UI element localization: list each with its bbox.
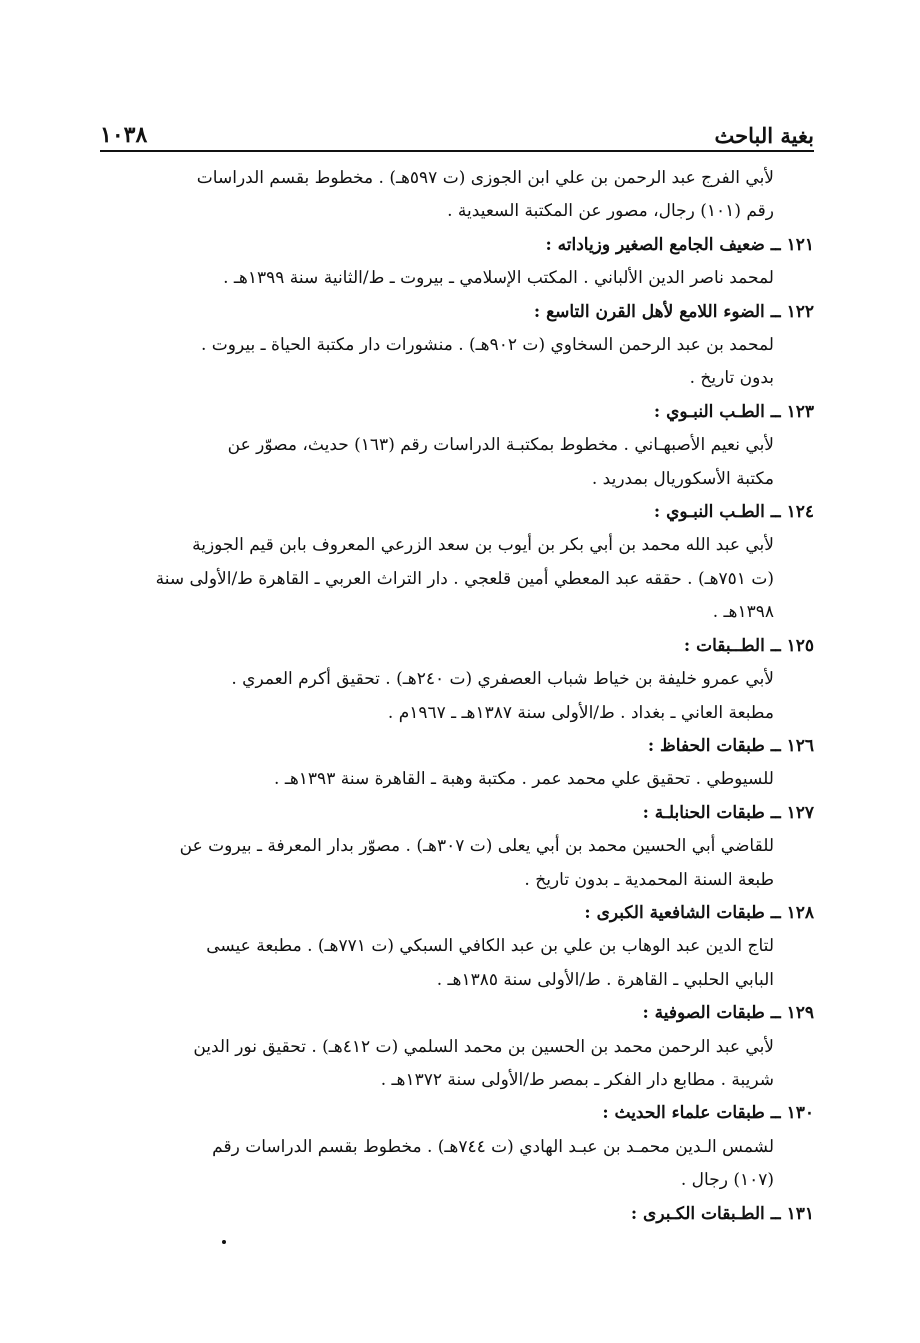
entry-description: [100, 1131, 814, 1198]
text-line: للسيوطي . تحقيق علي محمد عمر . مكتبة وهبة ـ القاهرة سنة ١٣٩٣هـ .: [274, 769, 774, 790]
entry-description: [100, 1031, 814, 1098]
bibliography-entry: [100, 1097, 814, 1197]
text-line: لأبي عبد الله محمد بن أبي بكر بن أيوب بن سعد الزرعي المعروف بابن قيم الجوزية: [192, 535, 774, 556]
text-line: لأبي نعيم الأصبهـاني . مخطوط بمكتبـة الدراسات رقم (١٦٣) حديث، مصوّر عن: [227, 435, 774, 456]
text-line: لأبي الفرج عبد الرحمن بن علي ابن الجوزى (ت ٥٩٧هـ) . مخطوط بقسم الدراسات: [196, 168, 774, 188]
continuation-text: [100, 162, 814, 229]
page-number: ١٠٣٨: [100, 122, 148, 148]
entry-heading: ١٢٢ ــ الضوء اللامع لأهل القرن التاسع :: [533, 301, 814, 322]
entry-description: [100, 663, 814, 730]
text-line: لمحمد ناصر الدين الألباني . المكتب الإسلامي ـ بيروت ـ ط/الثانية سنة ١٣٩٩هـ .: [223, 268, 774, 289]
entry-description: [100, 529, 814, 629]
entry-heading: ١٢٩ ــ طبقات الصوفية :: [642, 1003, 814, 1024]
bibliography-entry: [100, 897, 814, 997]
text-line: لأبي عمرو خليفة بن خياط شباب العصفري (ت ٢٤٠هـ) . تحقيق أكرم العمري .: [231, 669, 774, 690]
entry-description: [100, 429, 814, 496]
text-line: شريبة . مطابع دار الفكر ـ بمصر ط/الأولى سنة ١٣٧٢هـ .: [380, 1069, 774, 1090]
bibliography-entry: [100, 1198, 814, 1231]
text-line: البابي الحلبي ـ القاهرة . ط/الأولى سنة ١٣٨٥هـ .: [436, 969, 774, 990]
entry-heading: ١٣١ ــ الطـبقات الكـبرى :: [630, 1203, 814, 1224]
text-line: رقم (١٠١) رجال، مصور عن المكتبة السعيدية .: [447, 201, 774, 222]
entry-description: [100, 830, 814, 897]
entry-heading: ١٢٣ ــ الطـب النبـوي :: [653, 401, 814, 422]
bibliography-entry: [100, 496, 814, 630]
text-line: طبعة السنة المحمدية ـ بدون تاريخ .: [524, 869, 774, 890]
bibliography-entry: [100, 396, 814, 496]
entry-heading: ١٣٠ ــ طبقات علماء الحديث :: [602, 1103, 814, 1124]
text-line: لشمس الـدين محمـد بن عبـد الهادي (ت ٧٤٤هـ) . مخطوط بقسم الدراسات رقم: [212, 1136, 774, 1157]
entry-description: [100, 329, 814, 396]
entry-heading: ١٢٥ ــ الطــبقات :: [683, 635, 814, 656]
text-line: مكتبة الأسكوريال بمدريد .: [591, 468, 774, 489]
bibliography-entry: [100, 296, 814, 396]
entry-heading: ١٢٤ ــ الطـب النبـوي :: [653, 502, 814, 523]
ink-dot: [222, 1240, 226, 1244]
bibliography-entry: [100, 730, 814, 797]
text-line: (١٠٧) رجال .: [680, 1170, 774, 1191]
text-line: لأبي عبد الرحمن محمد بن الحسين بن محمد السلمي (ت ٤١٢هـ) . تحقيق نور الدين: [193, 1036, 774, 1057]
text-line: لتاج الدين عبد الوهاب بن علي بن عبد الكافي السبكي (ت ٧٧١هـ) . مطبعة عيسى: [206, 936, 774, 957]
text-line: بدون تاريخ .: [689, 368, 774, 389]
bibliography-entry: [100, 630, 814, 730]
text-line: للقاضي أبي الحسين محمد بن أبي يعلى (ت ٣٠٧هـ) . مصوّر بدار المعرفة ـ بيروت عن: [179, 836, 774, 857]
bibliography-entry: [100, 229, 814, 296]
bibliography-entry: [100, 997, 814, 1097]
entry-description: [100, 930, 814, 997]
text-line: ١٣٩٨هـ .: [712, 602, 774, 623]
text-line: (ت ٧٥١هـ) . حققه عبد المعطي أمين قلعجي . دار التراث العربي ـ القاهرة ط/الأولى سنة: [155, 568, 774, 589]
entry-heading: ١٢٨ ــ طبقات الشافعية الكبرى :: [584, 902, 814, 923]
entry-description: [100, 763, 814, 796]
bibliography-entry: [100, 797, 814, 897]
page-header: [100, 104, 814, 148]
header-rule: [100, 150, 814, 152]
text-line: لمحمد بن عبد الرحمن السخاوي (ت ٩٠٢هـ) . منشورات دار مكتبة الحياة ـ بيروت .: [200, 335, 774, 356]
entry-heading: ١٢٦ ــ طبقات الحفاظ :: [647, 735, 814, 756]
entry-description: [100, 262, 814, 295]
running-title: بغية الباحث: [714, 123, 814, 148]
entry-heading: ١٢٧ ــ طبقات الحنابلـة :: [642, 802, 814, 823]
text-line: مطبعة العاني ـ بغداد . ط/الأولى سنة ١٣٨٧هـ ـ ١٩٦٧م .: [387, 702, 774, 723]
bibliography-body: [100, 162, 814, 1231]
entry-heading: ١٢١ ــ ضعيف الجامع الصغير وزياداته :: [545, 234, 814, 255]
